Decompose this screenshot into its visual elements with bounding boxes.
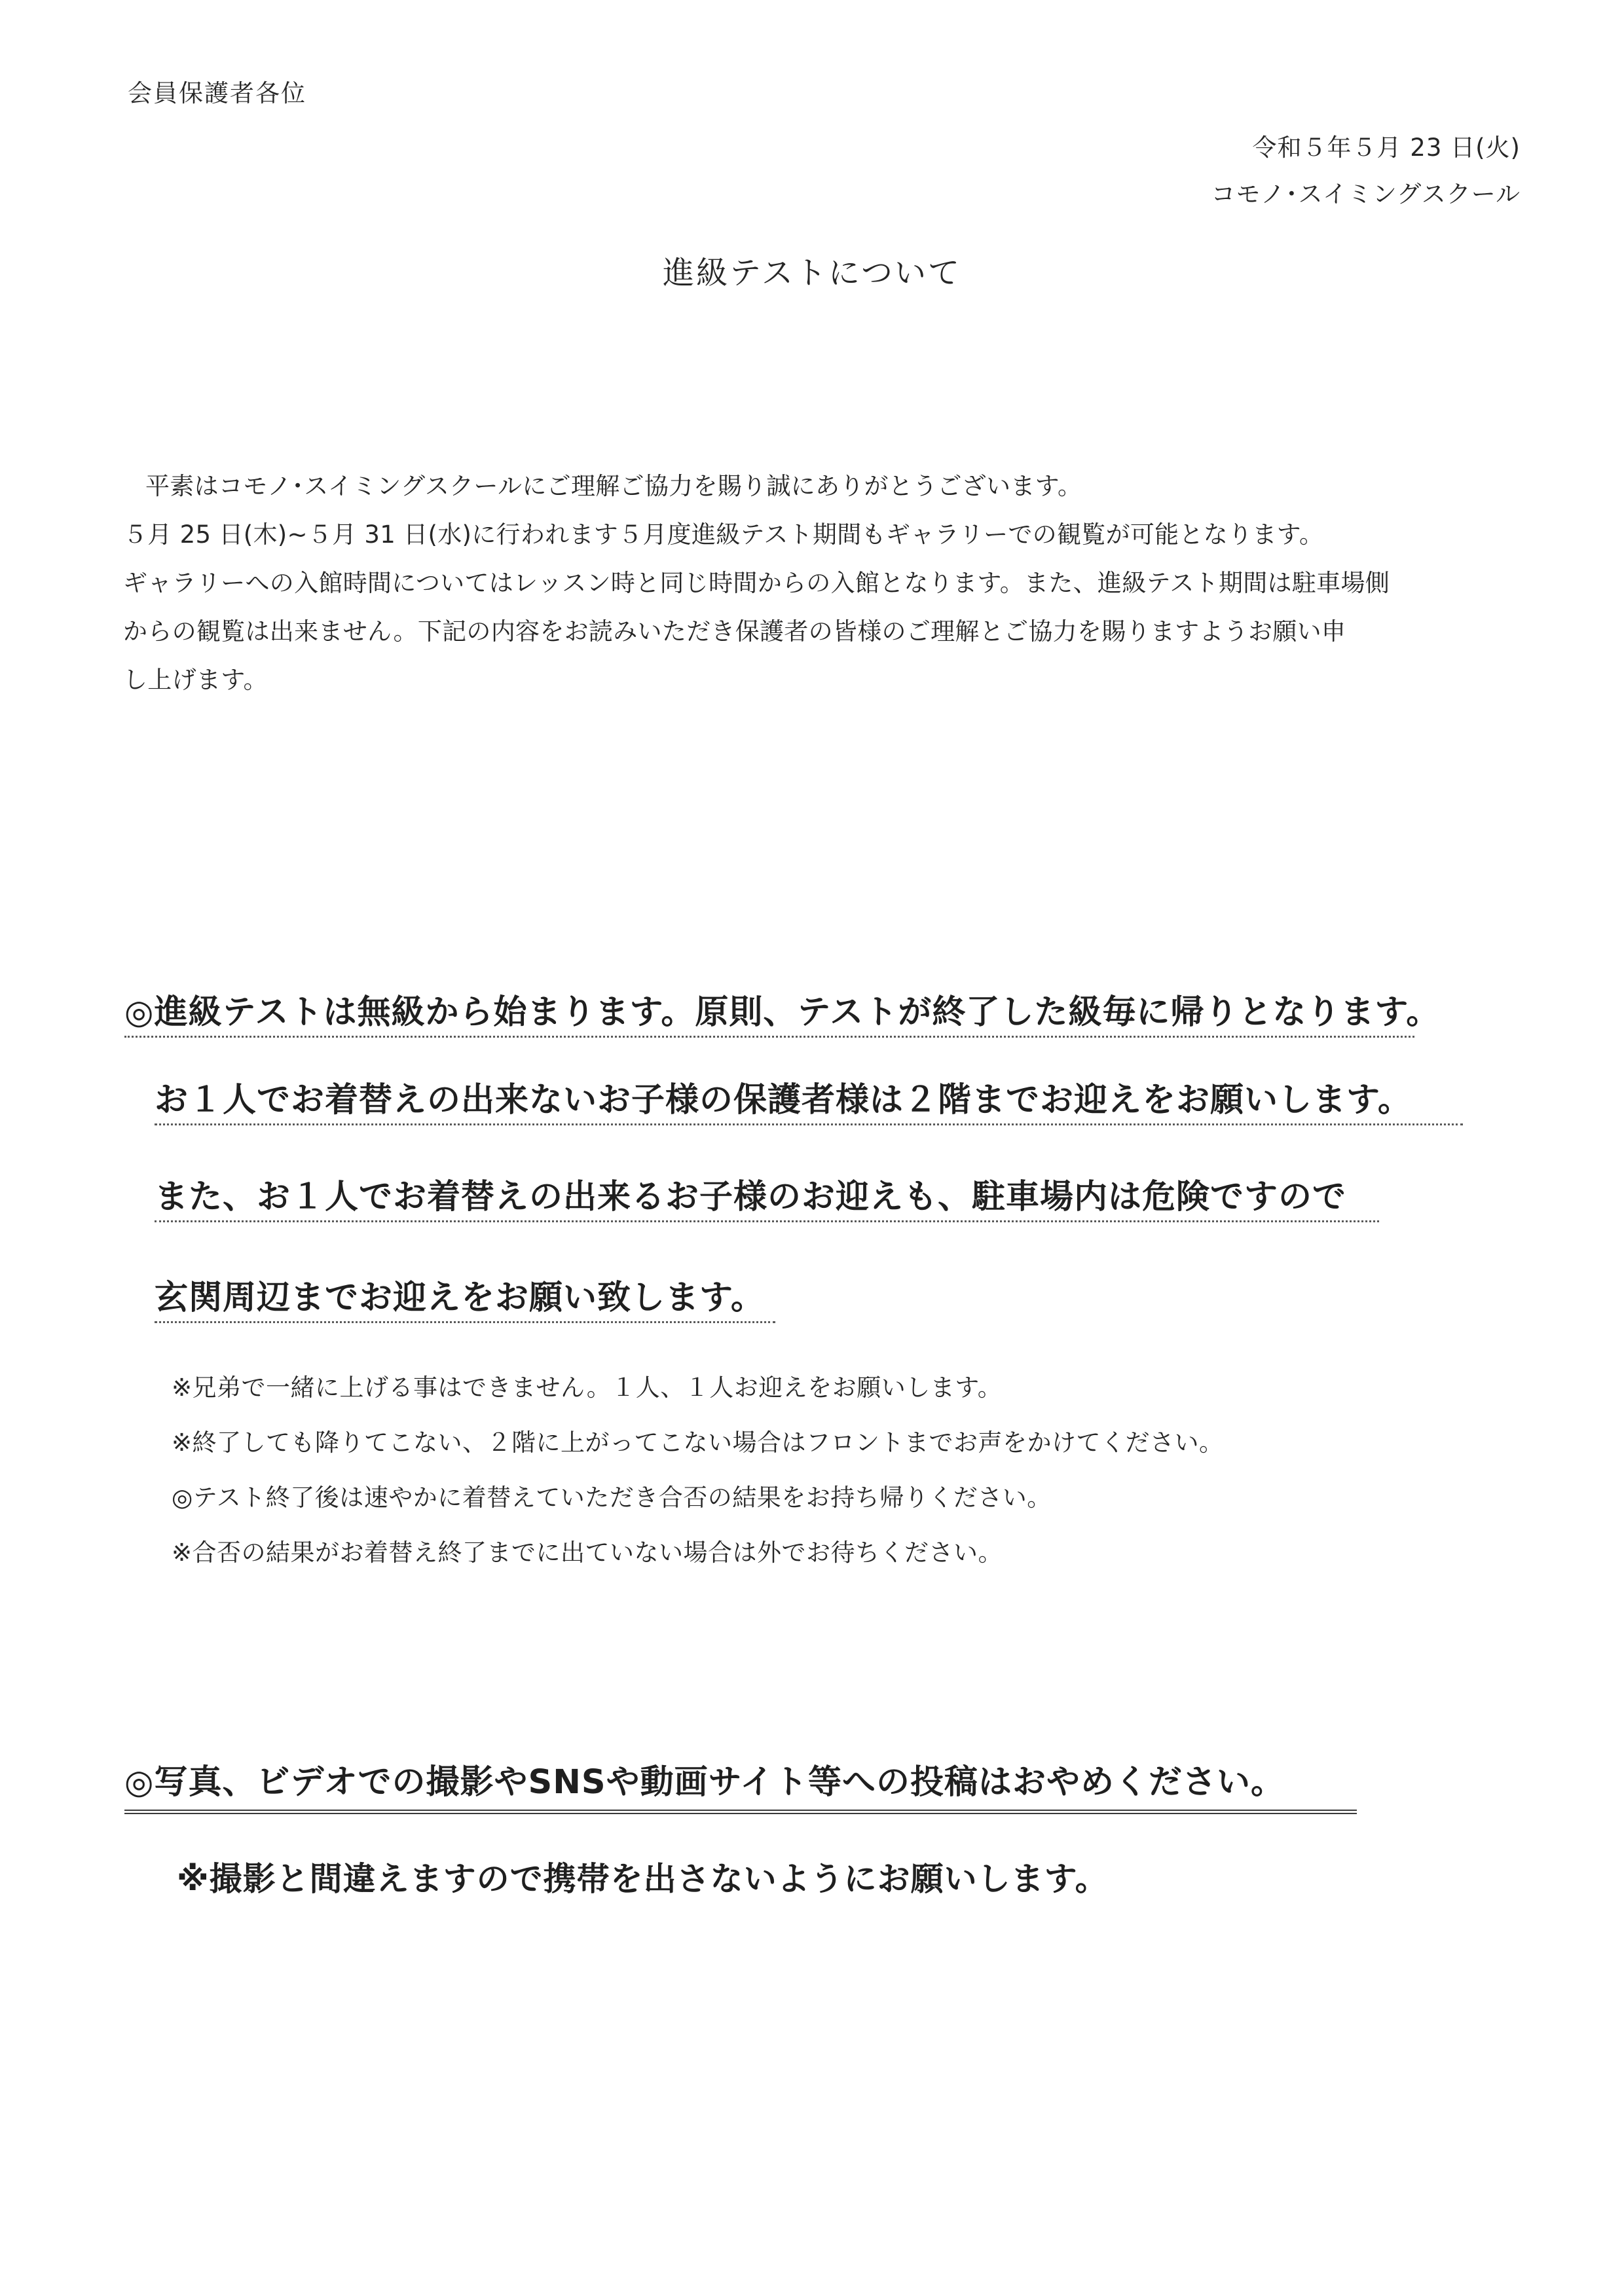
sender-name: コモノ･スイミングスクール — [1211, 180, 1521, 208]
section1-line: 玄関周辺までお迎えをお願い致します。 — [155, 1279, 765, 1317]
section1-notes — [172, 1360, 1224, 1580]
intro-line: ギャラリーへの入館時間についてはレッスン時と同じ時間からの入館となります。また、進級テスト期間は駐車場側 — [123, 569, 1390, 597]
section1-heading: ◎進級テストは無級から始まります。原則、テストが終了した級毎に帰りとなります。 — [124, 993, 1441, 1032]
intro-line: 平素はコモノ･スイミングスクールにご理解ご協力を賜り誠にありがとうございます。 — [145, 472, 1082, 500]
section1-line: また、お１人でお着替えの出来るお子様のお迎えも、駐車場内は危険ですので — [155, 1178, 1347, 1216]
intro-line: し上げます。 — [123, 666, 268, 694]
note-item: ※兄弟で一緒に上げる事はできません。１人、１人お迎えをお願いします。 — [172, 1374, 1003, 1402]
intro-line: からの観覧は出来ません。下記の内容をお読みいただき保護者の皆様のご理解とご協力を賜りますようお願い申 — [123, 617, 1346, 646]
issue-date: 令和５年５月 23 日(火) — [1252, 134, 1521, 162]
document-title: 進級テストについて — [662, 255, 962, 291]
section2-heading: ◎写真、ビデオでの撮影やSNSや動画サイト等への投稿はおやめください。 — [124, 1763, 1285, 1802]
note-item: ※終了しても降りてこない、２階に上がってこない場合はフロントまでお声をかけてください。 — [172, 1429, 1224, 1457]
section1-line: お１人でお着替えの出来ないお子様の保護者様は２階までお迎えをお願いします。 — [155, 1081, 1412, 1120]
addressee: 会員保護者各位 — [128, 79, 306, 107]
intro-paragraph — [123, 462, 1531, 704]
note-item: ◎テスト終了後は速やかに着替えていただき合否の結果をお持ち帰りください。 — [172, 1484, 1052, 1512]
note-item: ※合否の結果がお着替え終了までに出ていない場合は外でお待ちください。 — [172, 1539, 1003, 1567]
section2-note: ※撮影と間違えますので携帯を出さないようにお願いします。 — [177, 1860, 1109, 1898]
intro-line: ５月 25 日(木)~５月 31 日(水)に行われます５月度進級テスト期間もギャラリーでの観覧が可能となります。 — [123, 520, 1324, 549]
